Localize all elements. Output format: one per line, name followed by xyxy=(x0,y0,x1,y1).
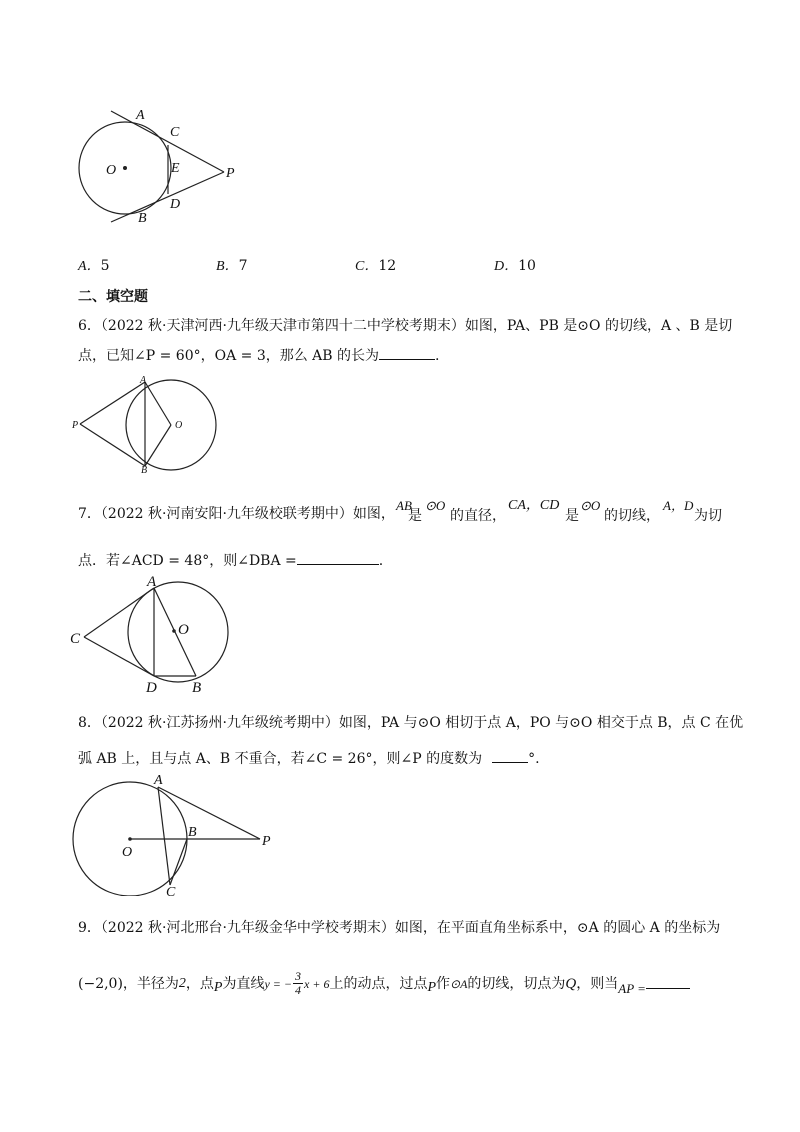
q6-number: 6． xyxy=(78,318,101,334)
q9-text-e: 作 xyxy=(436,975,451,992)
q6-line2 xyxy=(78,345,439,366)
q7-answer-blank[interactable] xyxy=(297,550,379,565)
q9-text-a: ，半径为 xyxy=(122,975,179,992)
q9-text-g: ，则当 xyxy=(576,975,619,992)
q7-diam: 的直径， xyxy=(450,508,506,524)
q9-point-p: P xyxy=(213,979,223,995)
q9-frac-num: 3 xyxy=(295,969,302,983)
q7-line2-text: 点．若∠ACD = 48°，则∠DBA = xyxy=(78,553,297,569)
q8-line1 xyxy=(78,713,743,733)
q5-label-c: C xyxy=(170,125,180,140)
q6-line2-end: . xyxy=(435,348,440,364)
q7-source: （2022 秋·河南安阳·九年级校联考期中）如图， xyxy=(100,506,395,522)
q5-label-b: B xyxy=(138,211,147,226)
q9-fraction xyxy=(293,970,303,997)
option-value: 12 xyxy=(378,258,397,274)
q6-label-b: B xyxy=(141,465,148,474)
q5-label-a: A xyxy=(136,108,145,123)
q8-label-b: B xyxy=(188,825,197,840)
q7-label-b: B xyxy=(192,680,202,696)
q9-line2 xyxy=(78,970,690,997)
q5-center-dot xyxy=(123,166,127,170)
q7-center-dot xyxy=(172,629,176,633)
q9-radius: 2 xyxy=(178,975,186,991)
option-value: 5 xyxy=(100,258,110,274)
q7-cd xyxy=(84,637,154,676)
q7-shi2: 是 xyxy=(565,508,579,524)
option-letter: B． xyxy=(216,259,239,274)
q8-line2-end: °. xyxy=(528,751,540,767)
q7-line2-end: . xyxy=(378,553,384,569)
q9-answer-blank[interactable] xyxy=(646,978,690,989)
q6-label-p: P xyxy=(72,420,79,431)
q9-coord: (−2,0) xyxy=(78,975,123,992)
q6-ob xyxy=(145,425,171,466)
q9-text-c: 为直线 xyxy=(222,975,265,992)
q5-option-c[interactable] xyxy=(355,256,396,277)
q7-end: 为切 xyxy=(694,508,722,524)
q6-line1 xyxy=(78,316,732,336)
q6-source: （2022 秋·天津河西·九年级天津市第四十二中学校考期末）如图， xyxy=(100,318,507,334)
option-value: 10 xyxy=(518,258,536,274)
q5-option-b[interactable] xyxy=(216,256,247,277)
q7-shi: 是 xyxy=(408,508,422,524)
q5-label-e: E xyxy=(171,161,180,176)
q6-label-o: O xyxy=(175,420,183,431)
q7-cacd: CA，CD xyxy=(508,498,560,513)
q9-circle-a: ⊙A xyxy=(450,976,468,991)
q7-label-a: A xyxy=(147,574,157,590)
q7-figure xyxy=(70,574,240,698)
q7-ca xyxy=(84,588,154,637)
q7-circle-o1: ⊙O xyxy=(425,498,446,513)
q6-line2-text: 点，已知∠P = 60°，OA = 3，那么 AB 的长为 xyxy=(78,348,380,364)
q5-label-o: O xyxy=(106,163,117,178)
q7-ad: A，D xyxy=(663,498,694,513)
q6-oa xyxy=(145,382,171,425)
q7-label-o: O xyxy=(178,622,189,638)
option-letter: C． xyxy=(355,259,379,274)
q8-pa xyxy=(158,787,260,839)
q9-line1 xyxy=(78,918,720,938)
q8-label-o: O xyxy=(122,845,133,860)
q7-circle-o2: ⊙O xyxy=(580,498,601,513)
q5-label-p: P xyxy=(226,166,235,181)
q6-answer-blank[interactable] xyxy=(379,345,435,360)
q7-line1 xyxy=(78,504,395,524)
q6-figure xyxy=(72,374,222,474)
q9-text-d: 上的动点，过点 xyxy=(329,975,428,992)
q7-number: 7． xyxy=(78,506,101,522)
q8-line1-text: （2022 秋·江苏扬州·九年级统考期中）如图，PA 与⊙O 相切于点 A，PO 与⊙O 相交于点 B，点 C 在优 xyxy=(100,715,744,731)
q7-line2 xyxy=(78,550,383,571)
q9-text-f: 的切线，切点为 xyxy=(467,975,566,992)
q9-point-p2: P xyxy=(427,979,437,995)
q8-figure xyxy=(70,770,280,896)
q5-label-d: D xyxy=(170,197,181,212)
q6-pa xyxy=(80,382,145,424)
option-letter: A． xyxy=(78,259,101,274)
q8-line2-text: 弧 AB 上，且与点 A、B 不重合，若∠C = 26°，则∠P 的度数为 xyxy=(78,751,483,767)
q6-pb xyxy=(80,424,145,466)
q8-label-a: A xyxy=(154,773,163,788)
q9-ap: AP = xyxy=(618,980,646,996)
q7-tan: 的切线， xyxy=(604,508,660,524)
q9-text-b: ，点 xyxy=(185,975,214,992)
q8-center-dot xyxy=(128,837,132,841)
q7-label-c: C xyxy=(70,631,81,647)
q8-label-c: C xyxy=(166,885,176,896)
option-value: 7 xyxy=(238,258,248,274)
q8-bc xyxy=(170,839,187,885)
q9-frac-den: 4 xyxy=(295,983,302,997)
q5-figure xyxy=(78,102,258,228)
q7-label-d: D xyxy=(146,680,157,696)
q8-number: 8． xyxy=(78,715,101,731)
section-title: 二、填空题 xyxy=(78,289,148,305)
q5-option-d[interactable] xyxy=(494,256,536,277)
q8-answer-blank[interactable] xyxy=(492,748,528,763)
q8-ac xyxy=(158,787,170,885)
q9-eq-right: x + 6 xyxy=(304,976,330,991)
q6-line1-rest: PA、PB 是⊙O 的切线，A 、B 是切 xyxy=(506,318,733,334)
q9-line1-text: （2022 秋·河北邢台·九年级金华中学校考期末）如图，在平面直角坐标系中，⊙A 的圆心 A 的坐标为 xyxy=(100,920,721,936)
option-letter: D． xyxy=(494,259,519,274)
q8-label-p: P xyxy=(262,834,271,849)
q6-label-a: A xyxy=(140,375,147,386)
q7-ab: AB xyxy=(396,498,412,513)
q9-number: 9． xyxy=(78,920,101,936)
q9-point-q: Q xyxy=(565,975,577,992)
q8-line2 xyxy=(78,748,540,769)
q5-option-a[interactable] xyxy=(78,256,109,277)
q9-eq-left: y = − xyxy=(264,976,293,991)
